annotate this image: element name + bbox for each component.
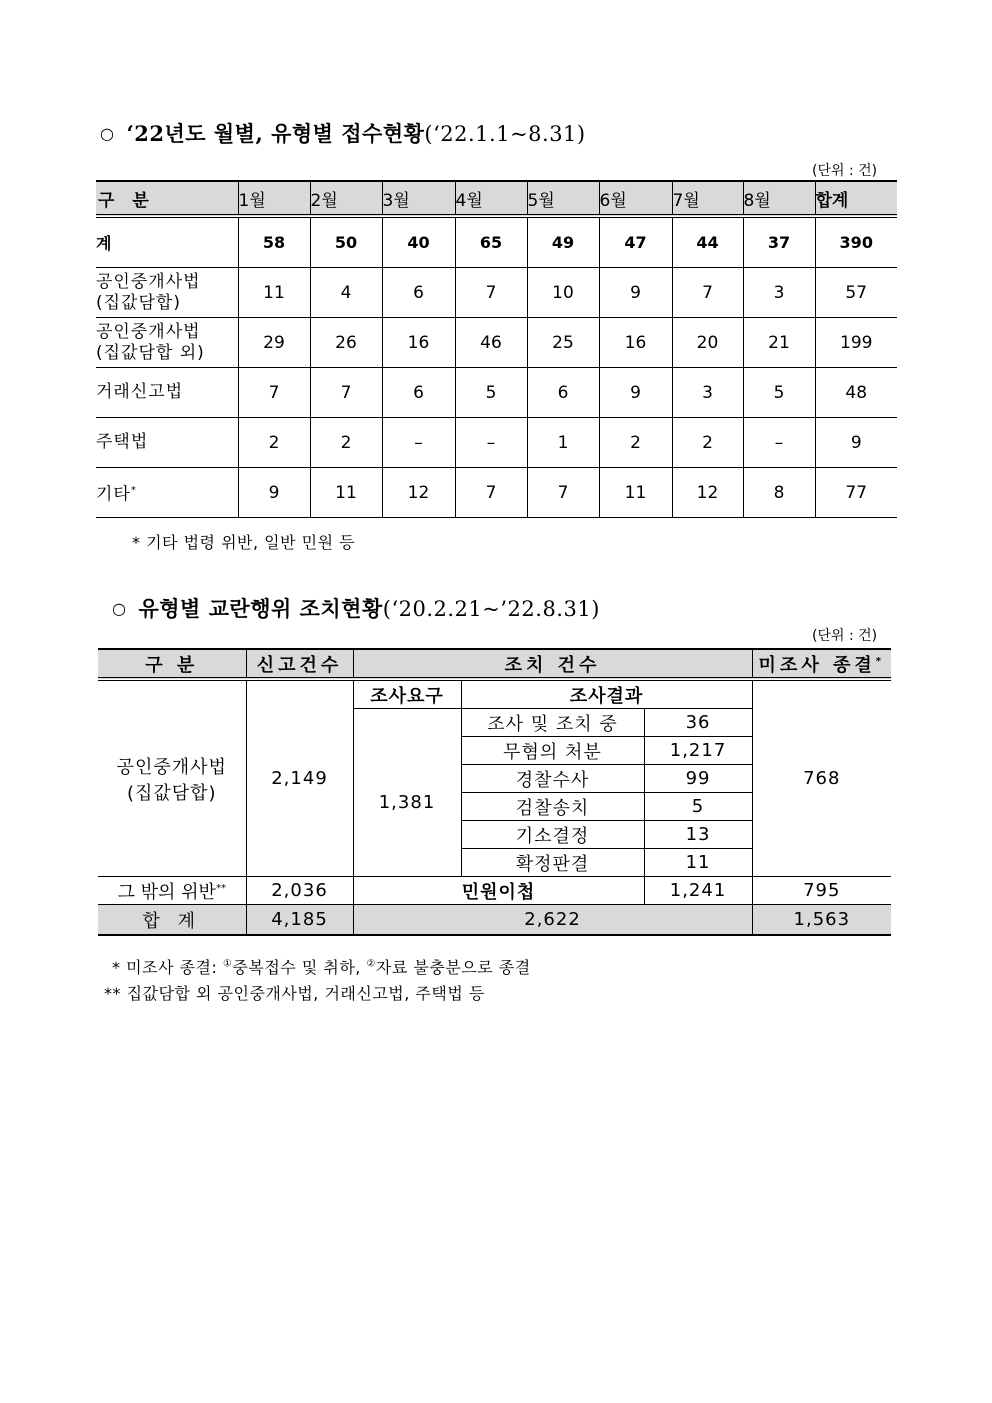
- row-label-line1: 공인중개사법: [116, 756, 227, 778]
- header-month: 4월: [455, 181, 527, 216]
- subheader-result: 조사결과: [461, 679, 752, 709]
- cell: 40: [382, 216, 455, 268]
- result-label: 검찰송치: [461, 793, 644, 821]
- cell: 12: [382, 468, 455, 518]
- cell: 7: [310, 368, 382, 418]
- cell: 2: [672, 418, 743, 468]
- cell-reports: 4,185: [246, 905, 353, 936]
- row-label-text: 그 밖의 위반: [117, 881, 216, 903]
- cell: 49: [527, 216, 599, 268]
- cell-reports: 2,036: [246, 877, 353, 905]
- section2-footnote-2: [104, 981, 485, 1004]
- row-label: 합 계: [98, 905, 246, 936]
- section2-title: [112, 593, 600, 623]
- cell: 44: [672, 216, 743, 268]
- row-label-line1: 공인중개사법: [96, 321, 201, 342]
- table-row: [96, 368, 897, 418]
- cell: 6: [382, 268, 455, 318]
- cell: 20: [672, 318, 743, 368]
- result-value: 13: [644, 821, 752, 849]
- cell: 29: [238, 318, 310, 368]
- cell-reports: 2,149: [246, 679, 353, 877]
- row-label-line2: (집값담합 외): [96, 342, 205, 363]
- section2-range: (‘20.2.21~’22.8.31): [382, 597, 600, 621]
- cell-request: 1,381: [353, 709, 461, 877]
- cell-total: 57: [815, 268, 897, 318]
- row-label: [98, 877, 246, 905]
- table-row: [96, 318, 897, 368]
- footnote-mark: *: [875, 655, 885, 667]
- section1-range: (‘22.1.1~8.31): [424, 122, 586, 146]
- cell-total: 390: [815, 216, 897, 268]
- table-row-total: [98, 905, 891, 936]
- footnote-mark: **: [215, 882, 226, 894]
- cell: 7: [238, 368, 310, 418]
- cell: 37: [743, 216, 815, 268]
- cell: 11: [310, 468, 382, 518]
- header-reports: 신고건수: [246, 649, 353, 679]
- cell: 2: [310, 418, 382, 468]
- cell: 5: [743, 368, 815, 418]
- subheader-request: 조사요구: [353, 679, 461, 709]
- cell-transfer-value: 1,241: [644, 877, 752, 905]
- result-value: 1,217: [644, 737, 752, 765]
- table-row-other: [98, 877, 891, 905]
- row-label: 거래신고법: [96, 368, 238, 418]
- monthly-table: [96, 180, 897, 518]
- circled-two-icon: ②: [366, 958, 376, 970]
- cell: 7: [527, 468, 599, 518]
- header-closed: [752, 649, 891, 679]
- cell: –: [382, 418, 455, 468]
- footnote-mark: *: [130, 484, 137, 496]
- footnote-text: 미조사 종결:: [126, 958, 223, 977]
- cell-closed: 768: [752, 679, 891, 877]
- action-table: [98, 648, 891, 936]
- cell: 9: [599, 268, 672, 318]
- section2-footnote-1: [112, 955, 531, 978]
- cell: 7: [672, 268, 743, 318]
- footnote-text: 집값담합 외 공인중개사법, 거래신고법, 주택법 등: [126, 984, 485, 1003]
- cell-total: 77: [815, 468, 897, 518]
- cell: 25: [527, 318, 599, 368]
- footnote-text: 중복접수 및 취하,: [232, 958, 367, 977]
- cell: 65: [455, 216, 527, 268]
- row-label: 계: [96, 216, 238, 268]
- header-actions: 조치 건수: [353, 649, 752, 679]
- cell-total: 9: [815, 418, 897, 468]
- cell: 7: [455, 468, 527, 518]
- cell: 11: [238, 268, 310, 318]
- section1-footnote: * 기타 법령 위반, 일반 민원 등: [132, 533, 356, 552]
- cell: 4: [310, 268, 382, 318]
- result-value: 11: [644, 849, 752, 877]
- table-row: [96, 418, 897, 468]
- result-value: 5: [644, 793, 752, 821]
- result-label: 기소결정: [461, 821, 644, 849]
- header-month: 5월: [527, 181, 599, 216]
- cell: –: [743, 418, 815, 468]
- section2-unit: (단위 : 건): [812, 628, 878, 644]
- cell: 26: [310, 318, 382, 368]
- table-row: [98, 679, 891, 709]
- cell: 16: [382, 318, 455, 368]
- header-month: 7월: [672, 181, 743, 216]
- header-month: 8월: [743, 181, 815, 216]
- cell: 1: [527, 418, 599, 468]
- cell: 5: [455, 368, 527, 418]
- table-row: [96, 268, 897, 318]
- footnote-mark: *: [112, 958, 121, 977]
- cell-transfer-label: 민원이첩: [353, 877, 644, 905]
- header-category: 구 분: [96, 181, 238, 216]
- header-month: 1월: [238, 181, 310, 216]
- bullet-icon: ○: [112, 599, 127, 618]
- cell: 16: [599, 318, 672, 368]
- cell: 3: [672, 368, 743, 418]
- header-month: 2월: [310, 181, 382, 216]
- footnote-mark: **: [104, 984, 121, 1003]
- cell-closed: 795: [752, 877, 891, 905]
- section1-title-text: ‘22년도 월별, 유형별 접수현황: [126, 121, 425, 146]
- result-label: 경찰수사: [461, 765, 644, 793]
- result-value: 36: [644, 709, 752, 737]
- footnote-text: 자료 불충분으로 종결: [375, 958, 531, 977]
- row-label: [96, 268, 238, 318]
- cell: 12: [672, 468, 743, 518]
- action-header-row: [98, 649, 891, 679]
- result-label: 확정판결: [461, 849, 644, 877]
- table-row-sum: [96, 216, 897, 268]
- cell: 47: [599, 216, 672, 268]
- result-label: 무혐의 처분: [461, 737, 644, 765]
- cell: 6: [527, 368, 599, 418]
- row-label-line2: (집값담합): [96, 292, 181, 313]
- section1-title: [100, 118, 586, 148]
- cell: 10: [527, 268, 599, 318]
- result-value: 99: [644, 765, 752, 793]
- cell-total: 199: [815, 318, 897, 368]
- bullet-icon: ○: [100, 124, 115, 143]
- header-month: 6월: [599, 181, 672, 216]
- row-label: [96, 318, 238, 368]
- header-month: 3월: [382, 181, 455, 216]
- circled-one-icon: ①: [222, 958, 233, 970]
- cell: 8: [743, 468, 815, 518]
- row-label: [98, 679, 246, 877]
- row-label-line1: 공인중개사법: [96, 271, 201, 292]
- section2-title-text: 유형별 교란행위 조치현황: [138, 596, 383, 621]
- table-row: [96, 468, 897, 518]
- row-label-text: 기타: [96, 484, 131, 505]
- header-category: 구 분: [98, 649, 246, 679]
- cell: 9: [238, 468, 310, 518]
- cell-total: 48: [815, 368, 897, 418]
- section1-unit: (단위 : 건): [812, 163, 878, 179]
- row-label: [96, 468, 238, 518]
- header-total: 합계: [815, 181, 897, 216]
- result-label: 조사 및 조치 중: [461, 709, 644, 737]
- row-label-line2: (집값담합): [126, 782, 217, 804]
- cell: 9: [599, 368, 672, 418]
- cell: 46: [455, 318, 527, 368]
- monthly-header-row: [96, 181, 897, 216]
- cell: 6: [382, 368, 455, 418]
- cell: 2: [238, 418, 310, 468]
- cell: 2: [599, 418, 672, 468]
- header-closed-text: 미조사 종결: [758, 654, 876, 676]
- cell: 7: [455, 268, 527, 318]
- cell: –: [455, 418, 527, 468]
- cell: 50: [310, 216, 382, 268]
- cell: 58: [238, 216, 310, 268]
- cell-actions: 2,622: [353, 905, 752, 936]
- row-label: 주택법: [96, 418, 238, 468]
- cell: 11: [599, 468, 672, 518]
- cell: 21: [743, 318, 815, 368]
- cell-closed: 1,563: [752, 905, 891, 936]
- cell: 3: [743, 268, 815, 318]
